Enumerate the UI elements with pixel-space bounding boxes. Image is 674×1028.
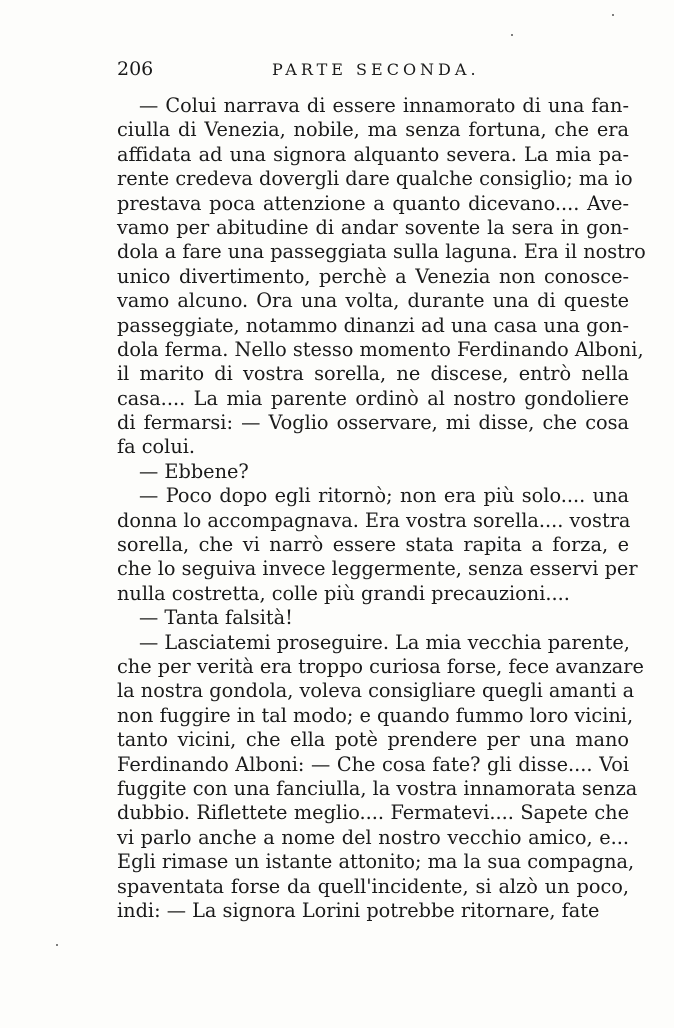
text-line: — Colui narrava di essere innamorato di una fan- [139,94,629,117]
text-line: — Lasciatemi proseguire. La mia vecchia parente, [139,630,630,654]
text-line: dola ferma. Nello stesso momento Ferdinando Alboni, [117,337,644,361]
text-line: la nostra gondola, voleva consigliare quegli amanti a [117,679,635,703]
text-line: indi: — La signora Lorini potrebbe ritornare, fate [117,898,600,922]
text-line: Egli rimase un istante attonito; ma la sua compagna, [117,850,635,874]
text-line: spaventata forse da quell'incidente, si alzò un poco, [117,874,629,898]
text-line: rente credeva dovergli dare qualche consiglio; ma io [117,167,633,191]
text-line: affidata ad una signora alquanto severa. La mia pa- [117,142,629,166]
running-title: PARTE SECONDA. [272,60,480,79]
text-line: non fuggire in tal modo; e quando fummo loro vicini, [117,703,634,727]
paper-speck [511,34,513,36]
body-text [117,94,646,923]
text-line: il marito di vostra sorella, ne discese, entrò nella [117,362,629,386]
text-line: ciulla di Venezia, nobile, ma senza fortuna, che era [117,118,629,142]
text-line: sorella, che vi narrò essere stata rapita a forza, e [117,533,629,557]
text-line: unico divertimento, perchè a Venezia non conosce- [117,264,629,288]
text-line: Ferdinando Alboni: — Che cosa fate? gli disse.... Voi [117,752,629,776]
text-line: dola a fare una passeggiata sulla laguna. Era il nostro [117,240,646,264]
page-number: 206 [117,58,154,80]
paper-speck [56,944,58,946]
text-line: di fermarsi: — Voglio osservare, mi disse, che cosa [117,411,629,435]
text-line: vamo per abitudine di andar sovente la sera in gon- [117,215,629,239]
text-line: — Tanta falsità! [139,606,293,630]
text-line: vi parlo anche a nome del nostro vecchio amico, e... [117,825,629,849]
paper-speck [612,14,614,16]
text-line: prestava poca attenzione a quanto dicevano.... Ave- [117,191,629,215]
text-line: — Poco dopo egli ritornò; non era più solo.... una [139,484,629,508]
text-line: che per verità era troppo curiosa forse, fece avanzare [117,654,644,678]
text-line: tanto vicini, che ella potè prendere per una mano [117,728,629,752]
text-line: nulla costretta, colle più grandi precauzioni.... [117,581,570,605]
text-line: che lo seguiva invece leggermente, senza esservi per [117,557,638,581]
page-header [117,58,629,86]
text-line: fa colui. [117,435,196,459]
text-line: passeggiate, notammo dinanzi ad una casa una gon- [117,313,629,337]
text-line: dubbio. Riflettete meglio.... Fermatevi.... Sapete che [117,801,629,825]
text-line: casa.... La mia parente ordinò al nostro gondoliere [117,386,629,410]
text-line: donna lo accompagnava. Era vostra sorella.... vostra [117,508,631,532]
text-line: — Ebbene? [139,459,249,483]
text-line: fuggite con una fanciulla, la vostra innamorata senza [117,776,638,800]
text-line: vamo alcuno. Ora una volta, durante una di queste [117,289,629,313]
